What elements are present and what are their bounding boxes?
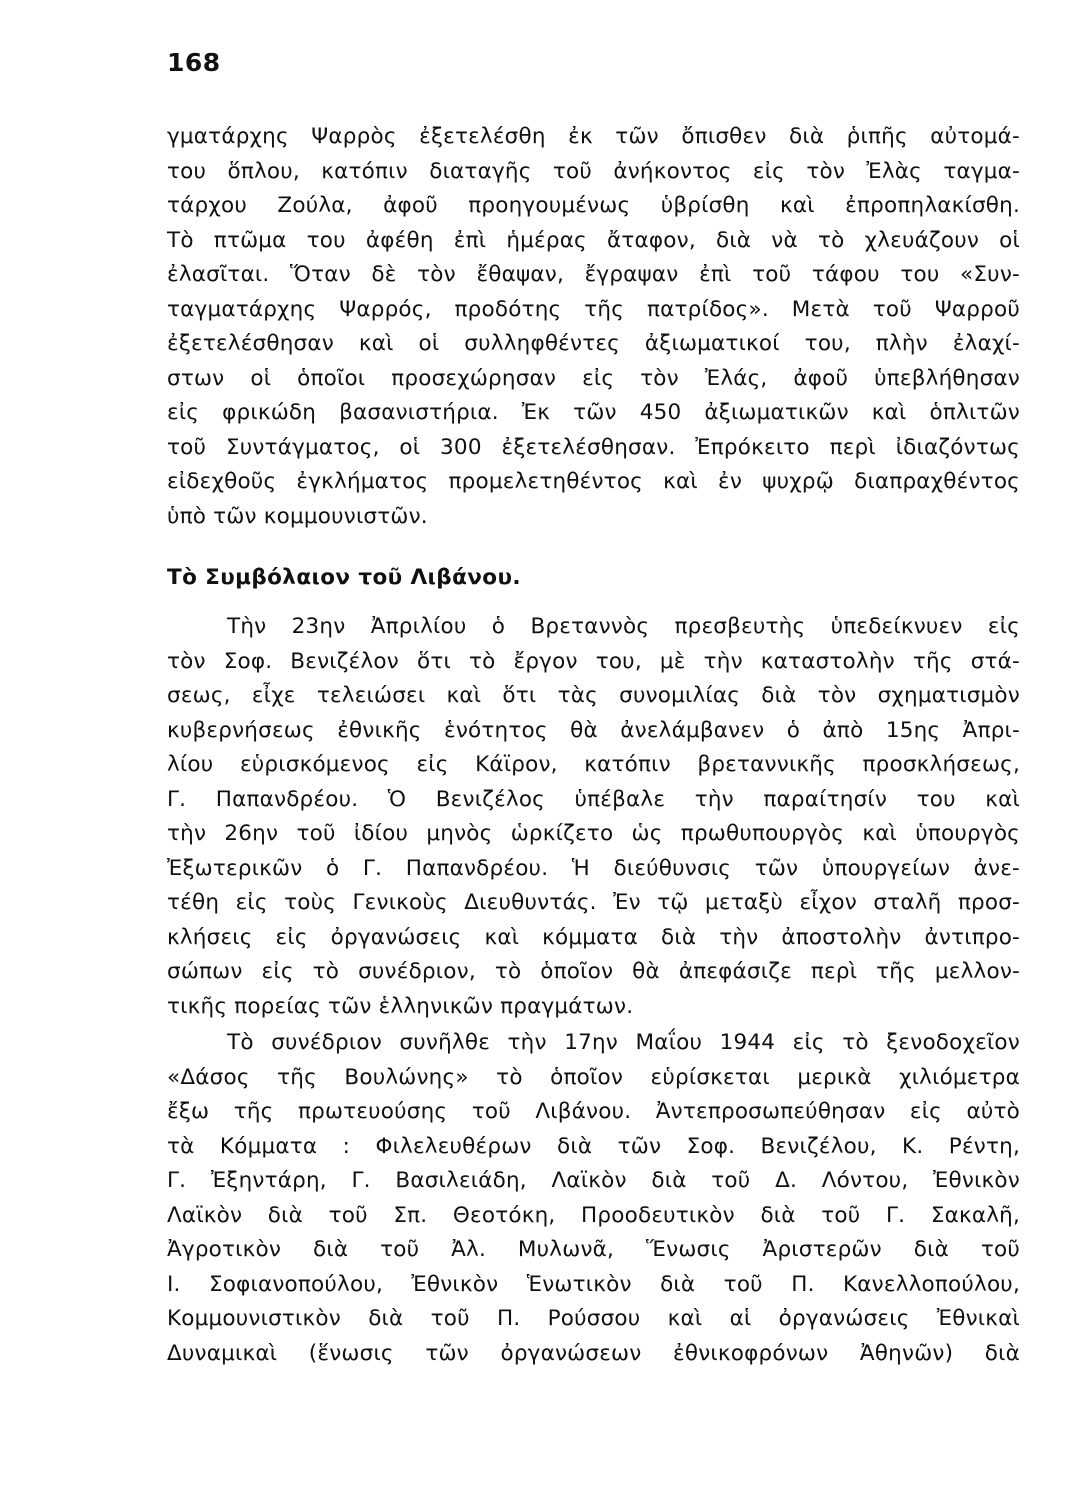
text-line: κυβερνήσεως ἐθνικῆς ἑνότητος θὰ ἀνελάμβανεν ὁ ἀπὸ 15ης Ἀπρι- — [167, 717, 1020, 743]
paragraph-2 — [167, 610, 1020, 1024]
text-line: Τὴν 23ην Ἀπριλίου ὁ Βρεταννὸς πρεσβευτὴς ὑπεδείκνυεν εἰς — [227, 614, 1020, 639]
paragraph-1 — [167, 120, 1020, 534]
text-line: ἐλασῖται. Ὅταν δὲ τὸν ἔθαψαν, ἔγραψαν ἐπὶ τοῦ τάφου του «Συν- — [167, 262, 1020, 287]
text-line: Γ. Παπανδρέου. Ὁ Βενιζέλος ὑπέβαλε τὴν παραίτησίν του καὶ — [167, 786, 1020, 812]
text-line: ἔξω τῆς πρωτευούσης τοῦ Λιβάνου. Ἀντεπροσωπεύθησαν εἰς αὐτὸ — [167, 1099, 1020, 1124]
paragraph-3 — [167, 1026, 1020, 1371]
page-number: 168 — [167, 48, 221, 77]
text-line: Ἐξωτερικῶν ὁ Γ. Παπανδρέου. Ἡ διεύθυνσις τῶν ὑπουργείων ἀνε- — [167, 855, 1020, 881]
text-line: Λαϊκὸν διὰ τοῦ Σπ. Θεοτόκη, Προοδευτικὸν διὰ τοῦ Γ. Σακαλῆ, — [167, 1202, 1020, 1228]
text-line: Δυναμικαὶ (ἕνωσις τῶν ὀργανώσεων ἐθνικοφρόνων Ἀθηνῶν) διὰ — [167, 1340, 1020, 1366]
text-line: τὸν Σοφ. Βενιζέλον ὅτι τὸ ἔργον του, μὲ τὴν καταστολὴν τῆς στά- — [167, 648, 1020, 674]
text-line: Κομμουνιστικὸν διὰ τοῦ Π. Ρούσσου καὶ αἱ ὀργανώσεις Ἐθνικαὶ — [167, 1306, 1020, 1331]
text-line: Τὸ συνέδριον συνῆλθε τὴν 17ην Μαΐου 1944 εἰς τὸ ξενοδοχεῖον — [227, 1030, 1020, 1055]
text-line: Γ. Ἐξηντάρη, Γ. Βασιλειάδη, Λαϊκὸν διὰ τοῦ Δ. Λόντου, Ἐθνικὸν — [167, 1168, 1020, 1193]
text-line: τικῆς πορείας τῶν ἑλληνικῶν πραγμάτων. — [167, 993, 634, 1019]
text-line: ἐξετελέσθησαν καὶ οἱ συλληφθέντες ἀξιωματικοί του, πλὴν ἐλαχί- — [167, 331, 1020, 356]
text-line: του ὅπλου, κατόπιν διαταγῆς τοῦ ἀνήκοντος εἰς τὸν Ἐλὰς ταγμα- — [167, 158, 1020, 184]
text-line: λίου εὑρισκόμενος εἰς Κάϊρον, κατόπιν βρεταννικῆς προσκλήσεως, — [167, 752, 1020, 777]
text-line: Ι. Σοφιανοπούλου, Ἐθνικὸν Ἑνωτικὸν διὰ τοῦ Π. Κανελλοπούλου, — [167, 1271, 1020, 1297]
text-line: σώπων εἰς τὸ συνέδριον, τὸ ὁποῖον θὰ ἀπεφάσιζε περὶ τῆς μελλον- — [167, 959, 1020, 984]
text-line: Ἀγροτικὸν διὰ τοῦ Ἀλ. Μυλωνᾶ, Ἕνωσις Ἀριστερῶν διὰ τοῦ — [167, 1237, 1020, 1262]
section-heading: Τὸ Συμβόλαιον τοῦ Λιβάνου. — [167, 565, 521, 590]
text-line: ταγματάρχης Ψαρρός, προδότης τῆς πατρίδος». Μετὰ τοῦ Ψαρροῦ — [167, 296, 1020, 322]
text-line: κλήσεις εἰς ὀργανώσεις καὶ κόμματα διὰ τὴν ἀποστολὴν ἀντιπρο- — [167, 924, 1020, 950]
text-line: σεως, εἶχε τελειώσει καὶ ὅτι τὰς συνομιλίας διὰ τὸν σχηματισμὸν — [167, 683, 1020, 708]
text-line: στων οἱ ὁποῖοι προσεχώρησαν εἰς τὸν Ἐλάς, ἀφοῦ ὑπεβλήθησαν — [167, 365, 1020, 391]
text-line: γματάρχης Ψαρρὸς ἐξετελέσθη ἐκ τῶν ὄπισθεν διὰ ῥιπῆς αὐτομά- — [167, 124, 1020, 149]
text-line: τὰ Κόμματα : Φιλελευθέρων διὰ τῶν Σοφ. Βενιζέλου, Κ. Ρέντη, — [167, 1133, 1020, 1159]
text-line: Τὸ πτῶμα του ἀφέθη ἐπὶ ἡμέρας ἄταφον, διὰ νὰ τὸ χλευάζουν οἱ — [167, 227, 1020, 253]
text-line: τέθη εἰς τοὺς Γενικοὺς Διευθυντάς. Ἐν τῷ μεταξὺ εἶχον σταλῆ προσ- — [167, 890, 1020, 915]
text-line: εἰς φρικώδη βασανιστήρια. Ἐκ τῶν 450 ἀξιωματικῶν καὶ ὁπλιτῶν — [167, 400, 1020, 425]
text-line: τὴν 26ην τοῦ ἰδίου μηνὸς ὡρκίζετο ὡς πρωθυπουργὸς καὶ ὑπουργὸς — [167, 821, 1020, 846]
text-line: εἰδεχθοῦς ἐγκλήματος προμελετηθέντος καὶ ἐν ψυχρῷ διαπραχθέντος — [167, 469, 1020, 494]
text-line: τοῦ Συντάγματος, οἱ 300 ἐξετελέσθησαν. Ἐπρόκειτο περὶ ἰδιαζόντως — [167, 434, 1020, 460]
text-line: ὑπὸ τῶν κομμουνιστῶν. — [167, 503, 428, 529]
text-line: «Δάσος τῆς Βουλώνης» τὸ ὁποῖον εὑρίσκεται μερικὰ χιλιόμετρα — [167, 1064, 1020, 1090]
text-line: τάρχου Ζούλα, ἀφοῦ προηγουμένως ὑβρίσθη καὶ ἐπροπηλακίσθη. — [167, 193, 1020, 218]
